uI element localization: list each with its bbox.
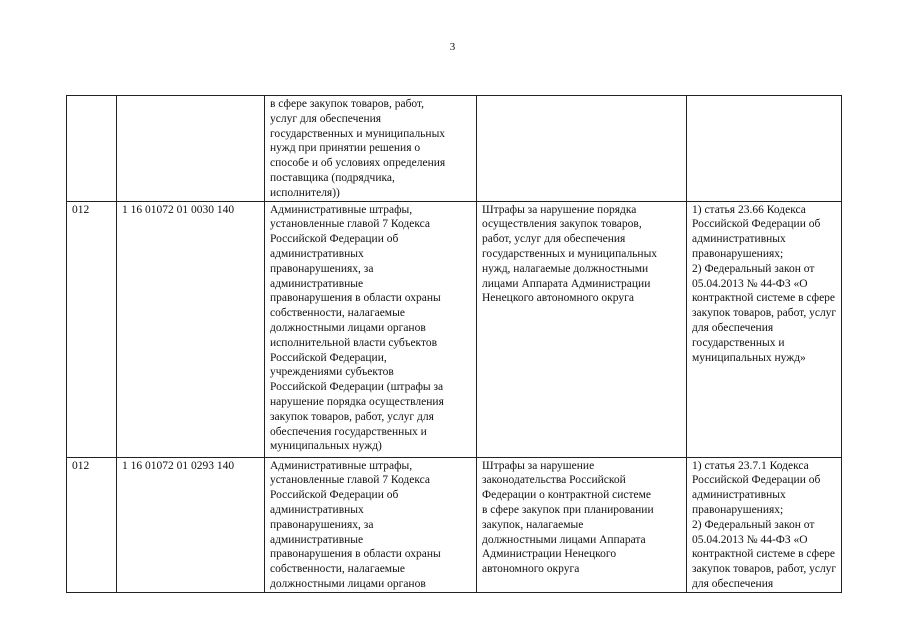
admin-code-cell xyxy=(67,96,117,202)
income-name-cell-line: Административные штрафы, xyxy=(270,459,413,472)
income-name-cell-line: правонарушения в области охраны xyxy=(270,548,441,561)
income-name-cell-line: административных xyxy=(270,247,364,260)
income-name-cell-line: установленные главой 7 Кодекса xyxy=(270,218,431,231)
table-body xyxy=(67,96,842,593)
legal-basis-cell-line: для обеспечения xyxy=(692,321,774,334)
description-cell-line: Штрафы за нарушение порядка xyxy=(482,203,637,216)
income-name-cell-line: собственности, налагаемые xyxy=(270,563,405,576)
legal-basis-cell xyxy=(687,96,842,202)
income-name-cell-line: муниципальных нужд) xyxy=(270,440,382,453)
legal-basis-cell-line: 2) Федеральный закон от xyxy=(692,518,815,531)
legal-basis-cell-line: муниципальных нужд» xyxy=(692,351,806,364)
income-name-cell-line: в сфере закупок товаров, работ, xyxy=(270,98,425,110)
description-cell-line: закупок, налагаемые xyxy=(482,518,584,531)
income-name-cell-line: Российской Федерации об xyxy=(270,489,399,502)
legal-basis-cell-line: для обеспечения xyxy=(692,577,774,590)
legal-basis-cell-line: правонарушениях; xyxy=(692,247,784,260)
legal-basis-cell-line: 05.04.2013 № 44-ФЗ «О xyxy=(692,277,808,290)
legal-basis-cell-line: 1) статья 23.7.1 Кодекса xyxy=(692,459,809,472)
income-name-cell-line: исполнителя)) xyxy=(270,186,340,199)
table-row xyxy=(67,457,842,592)
admin-code-cell: 012 xyxy=(67,201,117,457)
description-cell-line: автономного округа xyxy=(482,563,580,576)
income-name-cell-line: учреждениями субъектов xyxy=(270,366,394,379)
legal-basis-cell xyxy=(687,457,842,592)
description-cell xyxy=(477,457,687,592)
description-cell-line: законодательства Российской xyxy=(482,474,626,487)
income-name-cell-line: правонарушениях, за xyxy=(270,518,374,531)
description-cell-line: работ, услуг для обеспечения xyxy=(482,233,626,246)
income-name-cell-line: нарушение порядка осуществления xyxy=(270,395,444,408)
description-cell-line: осуществления закупок товаров, xyxy=(482,218,642,231)
description-cell xyxy=(477,96,687,202)
income-name-cell xyxy=(265,201,477,457)
description-cell-line: должностными лицами Аппарата xyxy=(482,533,646,546)
description-cell-line: лицами Аппарата Администрации xyxy=(482,277,651,290)
admin-code-cell: 012 xyxy=(67,457,117,592)
income-name-cell xyxy=(265,457,477,592)
description-cell-line: нужд, налагаемые должностными xyxy=(482,262,649,275)
description-cell-line: в сфере закупок при планировании xyxy=(482,503,654,516)
legal-basis-cell-line: административных xyxy=(692,233,786,246)
legal-basis-cell-line: 2) Федеральный закон от xyxy=(692,262,815,275)
income-name-cell-line: обеспечения государственных и xyxy=(270,425,427,438)
legal-basis-cell-line: государственных и xyxy=(692,336,785,349)
table-row xyxy=(67,201,842,457)
income-name-cell-line: должностными лицами органов xyxy=(270,577,426,590)
income-name-cell-line: Российской Федерации (штрафы за xyxy=(270,381,444,394)
income-name-cell-line: должностными лицами органов xyxy=(270,321,426,334)
legal-basis-cell-line: контрактной системе в сфере xyxy=(692,548,836,561)
kbk-code-cell xyxy=(117,96,265,202)
legal-basis-cell-line: Российской Федерации об xyxy=(692,218,821,231)
description-cell-line: Ненецкого автономного округа xyxy=(482,292,634,305)
income-name-cell-line: государственных и муниципальных xyxy=(270,127,446,140)
description-cell-line: государственных и муниципальных xyxy=(482,247,658,260)
kbk-code-cell: 1 16 01072 01 0030 140 xyxy=(117,201,265,457)
legal-basis-cell-line: закупок товаров, работ, услуг xyxy=(692,307,837,320)
income-name-cell-line: закупок товаров, работ, услуг для xyxy=(270,410,434,423)
description-cell-line: Федерации о контрактной системе xyxy=(482,489,652,502)
income-name-cell-line: правонарушения в области охраны xyxy=(270,292,441,305)
income-name-cell-line: способе и об условиях определения xyxy=(270,157,446,170)
income-name-cell-line: поставщика (подрядчика, xyxy=(270,171,395,184)
legal-basis-cell-line: правонарушениях; xyxy=(692,503,784,516)
income-name-cell-line: административные xyxy=(270,277,364,290)
legal-basis-cell-line: административных xyxy=(692,489,786,502)
legal-basis-cell-line: контрактной системе в сфере xyxy=(692,292,836,305)
income-name-cell-line: собственности, налагаемые xyxy=(270,307,405,320)
description-cell-line: Администрации Ненецкого xyxy=(482,548,617,561)
income-name-cell xyxy=(265,96,477,202)
income-name-cell-line: Российской Федерации, xyxy=(270,351,387,364)
income-name-cell-line: административных xyxy=(270,503,364,516)
kbk-code-cell: 1 16 01072 01 0293 140 xyxy=(117,457,265,592)
table-row xyxy=(67,96,842,202)
income-name-cell-line: Российской Федерации об xyxy=(270,233,399,246)
income-name-cell-line: исполнительной власти субъектов xyxy=(270,336,438,349)
legal-basis-cell-line: Российской Федерации об xyxy=(692,474,821,487)
description-cell xyxy=(477,201,687,457)
income-name-cell-line: правонарушениях, за xyxy=(270,262,374,275)
income-name-cell-line: административные xyxy=(270,533,364,546)
income-name-cell-line: установленные главой 7 Кодекса xyxy=(270,474,431,487)
revenue-codes-table xyxy=(66,95,842,593)
legal-basis-cell-line: 05.04.2013 № 44-ФЗ «О xyxy=(692,533,808,546)
legal-basis-cell-line: 1) статья 23.66 Кодекса xyxy=(692,203,806,216)
page-number: 3 xyxy=(449,41,456,53)
legal-basis-cell xyxy=(687,201,842,457)
description-cell-line: Штрафы за нарушение xyxy=(482,459,595,472)
income-name-cell-line: нужд при принятии решения о xyxy=(270,142,421,155)
income-name-cell-line: услуг для обеспечения xyxy=(270,112,382,125)
income-name-cell-line: Административные штрафы, xyxy=(270,203,413,216)
legal-basis-cell-line: закупок товаров, работ, услуг xyxy=(692,563,837,576)
